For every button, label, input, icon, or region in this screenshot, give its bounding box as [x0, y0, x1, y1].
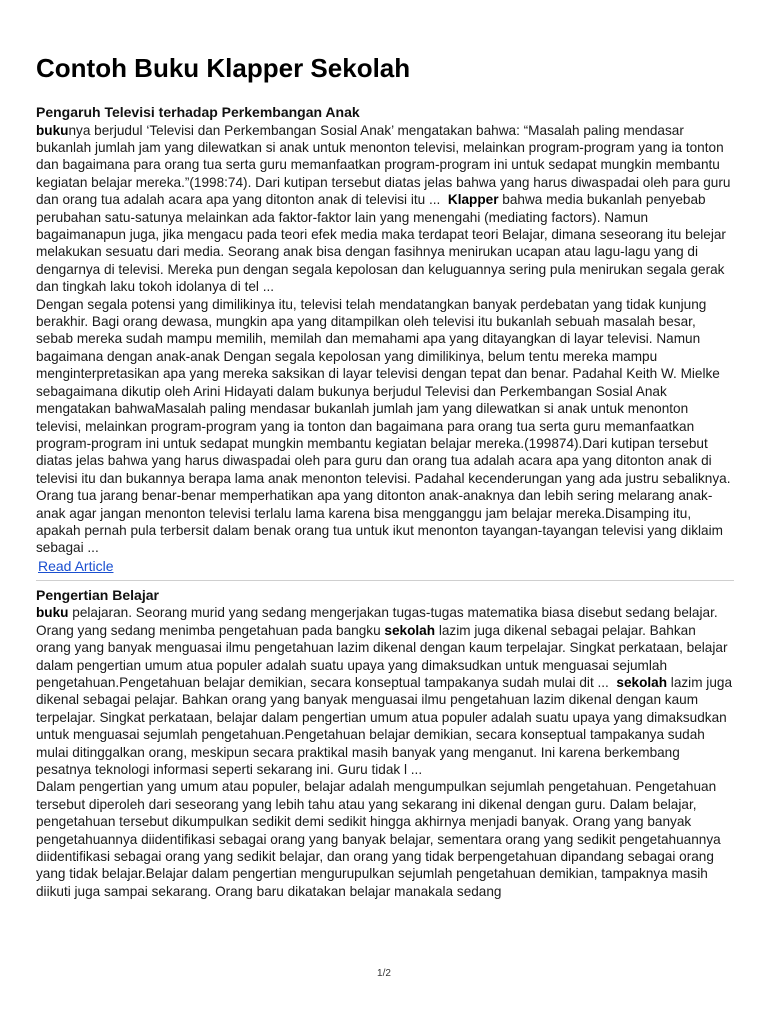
article-heading: Pengertian Belajar	[36, 586, 159, 603]
article-excerpt	[36, 122, 734, 296]
keyword-highlight: buku	[36, 605, 69, 621]
article-learning	[36, 587, 734, 901]
excerpt-text: lazim juga dikenal sebagai pelajar. Bahkan orang yang banyak menguasai ilmu pengetahuan lazim dikenal dengan kaum terpelajar. Singkat perkataan, belajar dalam pengertian umum atua populer adalah suatu upaya yang dimaksudkan untuk menguasai sejumlah pengetahuan.Pengetahuan belajar demikian, secara konseptual tampakanya sudah mulai ditinggalkan orang, meskipun secara praktikal masih banyak yang menganut. Ini karena berkembang pesatnya teknologi informasi seperti sekarang ini. Guru tidak l ...	[36, 674, 733, 777]
section-divider	[36, 580, 734, 581]
article-excerpt	[36, 604, 734, 778]
excerpt-text: pelajaran. Seorang murid yang sedang mengerjakan tugas-tugas matematika biasa disebut sedang belajar. Orang yang sedang menimba pengetahuan pada bangku	[36, 605, 718, 638]
keyword-highlight: buku	[36, 122, 69, 138]
document-page	[36, 50, 734, 900]
keyword-highlight: sekolah	[384, 622, 436, 638]
article-heading: Pengaruh Televisi terhadap Perkembangan Anak	[36, 104, 360, 120]
article-television	[36, 104, 734, 576]
keyword-highlight: Klapper	[447, 192, 499, 208]
page-title: Contoh Buku Klapper Sekolah	[36, 53, 411, 83]
excerpt-text: bahwa media bukanlah penyebab perubahan satu-satunya melainkan ada faktor-faktor lain yang menengahi (mediating factors). Namun bagaimanapun juga, jika mengacu pada teori efek media maka terdapat teori Belajar, dimana seseorang itu belejar melakukan sesuatu dari media. Seorang anak bisa dengan fasihnya menirukan ucapan atau lagu-lagu yang di dengarnya di televisi. Mereka pun dengan segala kepolosan dan keluguannya sering pula menirukan segala gerak dan tingkah laku tokoh idolanya di tel ...	[36, 192, 726, 295]
article-body: Dalam pengertian yang umum atau populer, belajar adalah mengumpulkan sejumlah pengetahuan. Pengetahuan tersebut diperoleh dari seseorang yang lebih tahu atau yang sekarang ini dikenal dengan guru. Dalam belajar, pengetahuan tersebut dikumpulkan sedikit demi sedikit hingga akhirnya menjadi banyak. Orang yang banyak pengetahuannya diidentifikasi sebagai orang yang banyak belajar, sementara orang yang sedikit pengetahuannya diidentifikasi sebagai orang yang sedikit belajar, dan orang yang tidak berpengetahuan dipandang sebagai orang yang tidak belajar.Belajar dalam pengertian mengurupulkan sejumlah pengetahuan demikian, tampaknya masih diikuti juga sampai sekarang. Orang baru dikatakan belajar manakala sedang	[36, 779, 721, 899]
article-body: Dengan segala potensi yang dimilikinya itu, televisi telah mendatangkan banyak perdebatan yang tidak kunjung berakhir. Bagi orang dewasa, mungkin apa yang ditampilkan oleh televisi itu bukanlah sebuah masalah besar, sebab mereka sudah mampu memilih, memilah dan memahami apa yang ditayangkan di layar televisi. Namun bagaimana dengan anak-anak Dengan segala kepolosan yang dimilikinya, belum tentu mereka mampu menginterpretasikan apa yang mereka saksikan di layar televisi dengan tepat dan benar. Padahal Keith W. Mielke sebagaimana dikutip oleh Arini Hidayati dalam bukunya berjudul Televisi dan Perkembangan Sosial Anak mengatakan bahwaMasalah paling mendasar bukanlah jumlah jam yang dilewatkan si anak untuk menonton televisi, melainkan program-program yang ia tonton dan bagaimana para orang tua serta guru memanfaatkan program-program ini untuk sedapat mungkin membantu kegiatan belajar mereka.(199874).Dari kutipan tersebut diatas jelas bahwa yang harus diwaspadai oleh para guru dan orang tua adalah acara apa yang ditonton anak di televisi itu dan bukannya berapa lama anak menonton televisi. Padahal kecenderungan yang ada justru sebaliknya. Orang tua jarang benar-benar memperhatikan apa yang ditonton anak-anaknya dan lebih sering melarang anak-anak agar jangan menonton televisi terlalu lama karena bisa mengganggu jam belajar mereka.Disamping itu, apakah pernah pula terbersit dalam benak orang tua untuk ikut menonton tayangan-tayangan televisi yang diklaim sebagai ...	[36, 296, 731, 556]
excerpt-text: nya berjudul ‘Televisi dan Perkembangan Sosial Anak’ mengatakan bahwa: “Masalah paling mendasar bukanlah jumlah jam yang dilewatkan si anak untuk menonton televisi, melainkan program-program yang ia tonton dan bagaimana para orang tua serta guru memanfaatkan program-program ini untuk sedapat mungkin membantu kegiatan belajar mereka.”(1998:74). Dari kutipan tersebut diatas jelas bahwa yang harus diwaspadai oleh para guru dan orang tua adalah acara apa yang ditonton anak di televisi itu ...	[36, 122, 731, 208]
excerpt-text: lazim juga dikenal sebagai pelajar. Bahkan orang yang banyak menguasai ilmu pengetahuan lazim dikenal dengan kaum terpelajar. Singkat perkataan, belajar dalam pengertian umum atua populer adalah suatu upaya yang dimaksudkan untuk menguasai sejumlah pengetahuan.Pengetahuan belajar demikian, secara konseptual tampakanya sudah mulai dit ...	[36, 622, 728, 690]
read-article-link[interactable]: Read Article	[38, 557, 114, 574]
page-number: 1/2	[377, 968, 391, 979]
keyword-highlight: sekolah	[616, 674, 668, 690]
